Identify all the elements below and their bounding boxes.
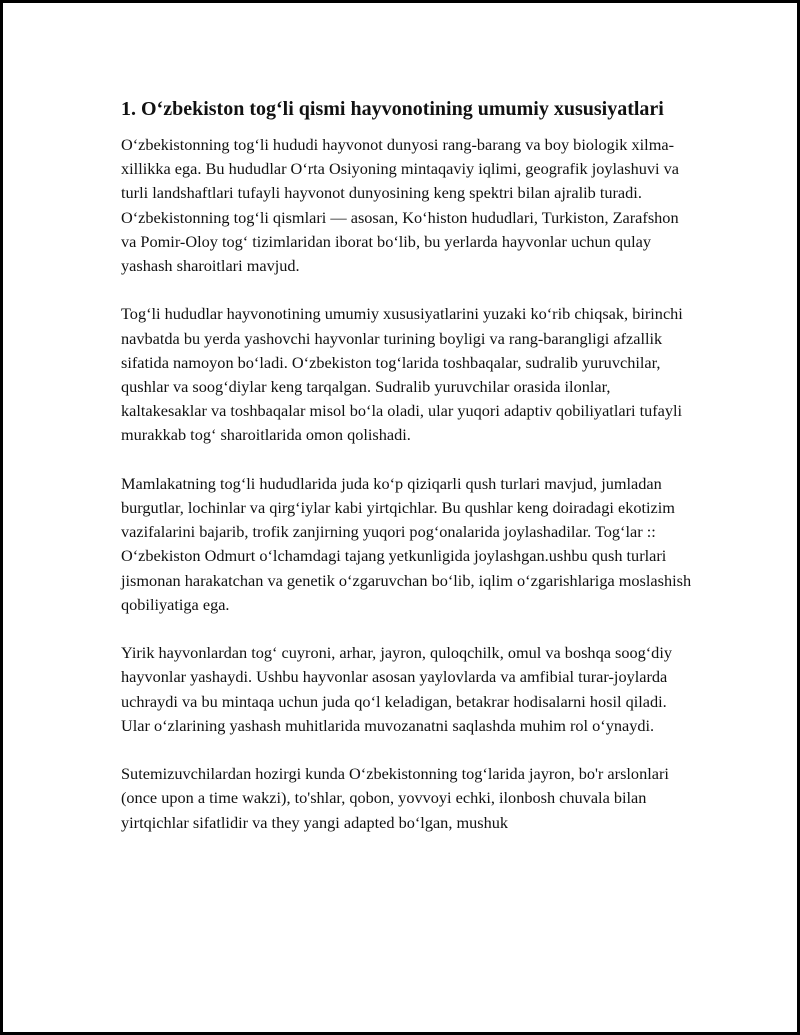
paragraph: O‘zbekistonning tog‘li hududi hayvonot dunyosi rang-barang va boy biologik xilma-xillikka ega. Bu hududlar O‘rta Osiyoning mintaqaviy iqlimi, geografik joylashuvi va turli landshaftlari tufayli hayvonot dunyosining keng spektri bilan ajralib turadi. O‘zbekistonning tog‘li qismlari — asosan, Ko‘histon hududlari, Turkiston, Zarafshon va Pomir-Oloy tog‘ tizimlaridan iborat bo‘lib, bu yerlarda hayvonlar uchun qulay yashash sharoitlari mavjud. bbox=[121, 135, 679, 276]
paragraph: Sutemizuvchilardan hozirgi kunda O‘zbekistonning tog‘larida jayron, bo'r arslonlari (once upon a time wakzi), to'shlar, qobon, yovvoyi echki, ilonbosh chuvala bilan yirtqichlar sifatlidir va they yangi adapted bo‘lgan, mushuk bbox=[121, 764, 669, 832]
paragraph: Yirik hayvonlardan tog‘ cuyroni, arhar, jayron, quloqchilk, omul va boshqa soog‘diy hayvonlar yashaydi. Ushbu hayvonlar asosan yaylovlarda va amfibial turar-joylarda uchraydi va bu mintaqa uchun juda qo‘l keladigan, betakrar hodisalarni hosil qiladi. Ular o‘zlarining yashash muhitlarida muvozanatni saqlashda muhim rol o‘ynaydi. bbox=[121, 643, 672, 735]
section-heading: 1. O‘zbekiston tog‘li qismi hayvonotining umumiy xususiyatlari bbox=[121, 98, 664, 120]
paragraph: Mamlakatning tog‘li hududlarida juda ko‘p qiziqarli qush turlari mavjud, jumladan burgutlar, lochinlar va qirg‘iylar kabi yirtqichlar. Bu qushlar keng doiradagi ekotizim vazifalarini bajarib, trofik zanjirning yuqori pog‘onalarida joylashadilar. Tog‘lar :: O‘zbekiston Odmurt o‘lchamdagi tajang yetkunligida joylashgan.ushbu qush turlari jismonan harakatchan va genetik o‘zgaruvchan bo‘lib, iqlim o‘zgarishlariga moslashish qobiliyatiga ega. bbox=[121, 473, 692, 614]
document-body bbox=[121, 95, 696, 859]
paragraph: Tog‘li hududlar hayvonotining umumiy xususiyatlarini yuzaki ko‘rib chiqsak, birinchi navbatda bu yerda yashovchi hayvonlar turining boyligi va rang-barangligi afzallik sifatida namoyon bo‘ladi. O‘zbekiston tog‘larida toshbaqalar, sudralib yuruvchilar, qushlar va soog‘diylar keng tarqalgan. Sudralib yuruvchilar orasida ilonlar, kaltakesaklar va toshbaqalar misol bo‘la oladi, ular yuqori adaptiv qobiliyatlari tufayli murakkab tog‘ sharoitlarida omon qolishadi. bbox=[121, 304, 683, 445]
